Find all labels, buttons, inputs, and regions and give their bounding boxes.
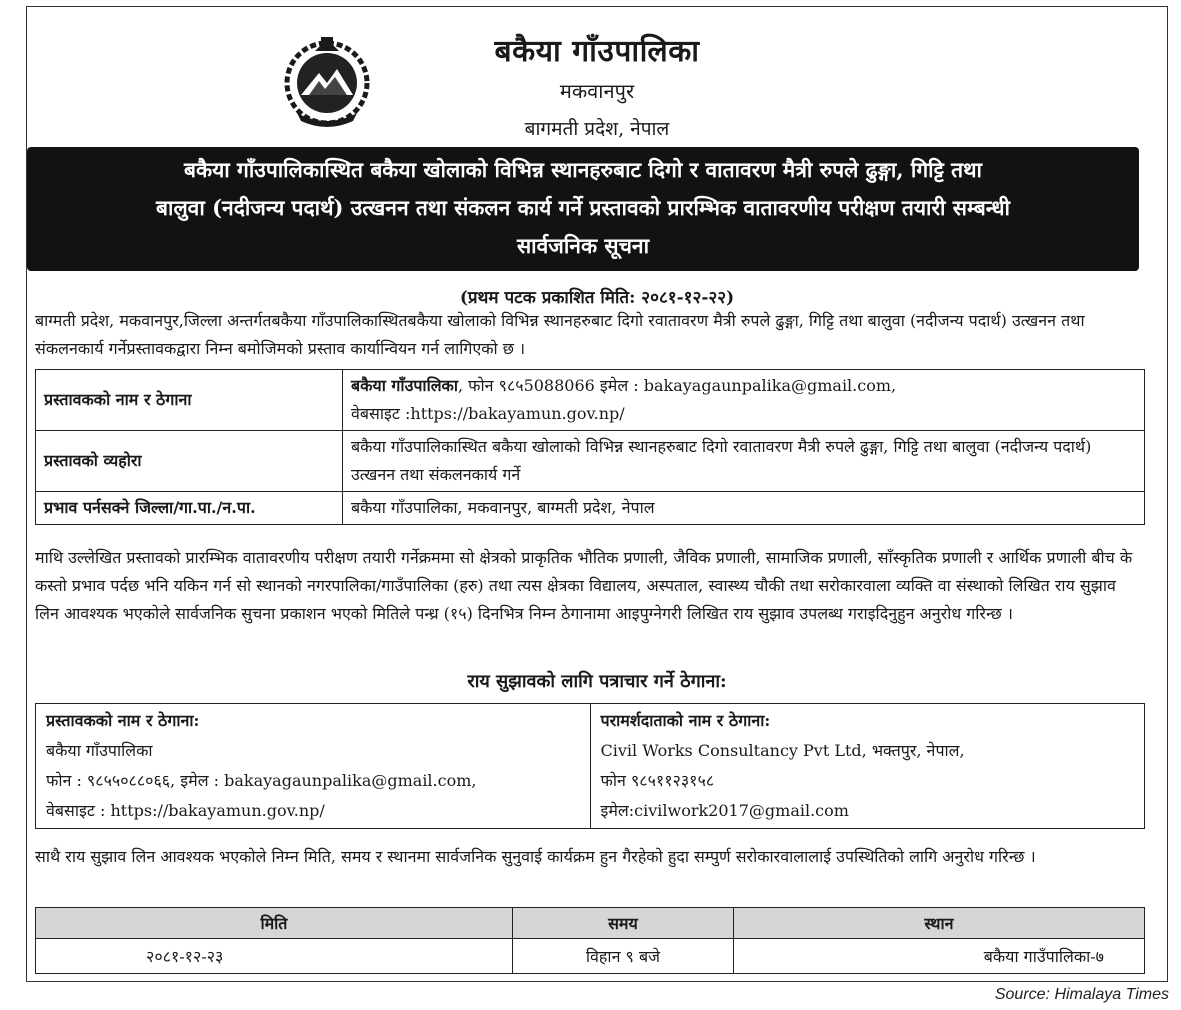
publication-date: (प्रथम पटक प्रकाशित मिति: २०८१-१२-२२) [459,288,735,308]
affected-area-label: प्रभाव पर्नसक्ने जिल्ला/गा.पा./न.पा. [36,492,343,525]
time-header: समय [512,908,733,939]
notice-banner [27,147,1139,271]
proposer-value [343,370,1145,431]
place-header: स्थान [733,908,1144,939]
hearing-paragraph: साथै राय सुझाव लिन आवश्यक भएकोले निम्न मिति, समय र स्थानमा सार्वजनिक सुनुवाई कार्यक्रम हुन गैरहेको हुदा सम्पुर्ण सरोकारवालालाई उपस्थितिको लागि अनुरोध गरिन्छ । [35,847,1036,866]
district-name: मकवानपुर [559,79,635,103]
proposer-contact-cell [36,704,591,829]
intro-paragraph: बाग्मती प्रदेश, मकवानपुर,जिल्ला अन्तर्गतबकैया गाँउपालिकास्थितबकैया खोलाको विभिन्न स्थानहरुबाट दिगो रवातावरण मैत्री रुपले ढुङ्गा, गिट्टि तथा बालुवा (नदीजन्य पदार्थ) उत्खनन तथा संकलनकार्य गर्नेप्रस्तावकद्वारा निम्न बमोजिमको प्रस्ताव कार्यान्वियन गर्न लागिएको छ । [35,311,1085,358]
proposer-website: वेबसाइट :https://bakayamun.gov.np/ [351,404,625,423]
municipality-title: बकैया गाँउपालिका [494,34,700,69]
proposer-contact: , फोन ९८५5088066 इमेल : bakayagaunpalika@gmail.com, [458,376,897,395]
body-paragraph: माथि उल्लेखित प्रस्तावको प्रारम्भिक वातावरणीय परीक्षण तयारी गर्नेक्रममा सो क्षेत्रको प्राकृतिक भौतिक प्रणाली, जैविक प्रणाली, सामाजिक प्रणाली, साँस्कृतिक प्रणाली र आर्थिक प्रणाली बीच के कस्तो प्रभाव पर्दछ भनि यकिन गर्न सो स्थानको नगरपालिका/गाउँपालिका (हरु) तथा त्यस क्षेत्रका विद्यालय, अस्पताल, स्वास्थ्य चौकी तथा सरोकारवाला व्यक्ति वा संस्थाको लिखित राय सुझाव लिन आवश्यक भएकोले सार्वजनिक सुचना प्रकाशन भएको मितिले पन्ध्र (१५) दिनभित्र निम्न ठेगानामा आइपुग्नेगरी लिखित राय सुझाव उपलब्ध गराइदिनुहुन अनुरोध गरिन्छ । [35,548,1133,623]
proposal-table [35,369,1145,525]
table-row [36,939,1145,974]
date-header: मिति [36,908,513,939]
banner-line-1: बकैया गाँउपालिकास्थित बकैया खोलाको विभिन्न स्थानहरुबाट दिगो र वातावरण मैत्री रुपले ढुङ्गा, गिट्टि तथा [184,157,982,182]
hearing-time: विहान ९ बजे [512,939,733,974]
table-row [36,492,1145,525]
table-row [36,370,1145,431]
contact-heading: राय सुझावको लागि पत्राचार गर्ने ठेगाना: [467,671,727,692]
consultant-contact-email: इमेल:civilwork2017@gmail.com [600,801,849,820]
proposer-label: प्रस्तावकको नाम र ठेगाना [36,370,343,431]
consultant-contact-name: Civil Works Consultancy Pvt Ltd, भक्तपुर, नेपाल, [600,741,965,760]
consultant-contact-cell [590,704,1145,829]
banner-line-3: सार्वजनिक सूचना [516,233,650,258]
table-row [36,704,1145,829]
consultant-contact-heading: परामर्शदाताको नाम र ठेगाना: [600,711,771,730]
table-header-row [36,908,1145,939]
banner-line-2: बालुवा (नदीजन्य पदार्थ) उत्खनन तथा संकलन कार्य गर्ने प्रस्तावको प्रारम्भिक वातावरणीय परीक्षण तयारी सम्बन्धी [156,195,1010,220]
source-credit: Source: Himalaya Times [994,986,1169,1003]
proposer-contact-name: बकैया गाँउपालिका [46,741,153,760]
proposer-name: बकैया गाँउपालिका [351,376,458,395]
notice-header [27,7,1167,147]
table-row [36,431,1145,492]
notice-page [26,6,1168,982]
proposal-subject-label: प्रस्तावको व्यहोरा [36,431,343,492]
proposal-subject-value: बकैया गाँउपालिकास्थित बकैया खोलाको विभिन्न स्थानहरुबाट दिगो रवातावरण मैत्री रुपले ढुङ्गा, गिट्टि तथा बालुवा (नदीजन्य पदार्थ) उत्खनन तथा संकलनकार्य गर्ने [343,431,1145,492]
province-name: बागमती प्रदेश, नेपाल [524,118,670,140]
affected-area-value: बकैया गाँउपालिका, मकवानपुर, बाग्मती प्रदेश, नेपाल [343,492,1145,525]
hearing-date: २०८१-१२-२३ [36,939,513,974]
proposer-contact-website: वेबसाइट : https://bakayamun.gov.np/ [46,801,325,820]
hearing-place: बकैया गाउँपालिका-७ [733,939,1144,974]
consultant-contact-phone: फोन ९८५११२३१५८ [600,771,715,790]
contact-table [35,703,1145,829]
proposer-contact-heading: प्रस्तावकको नाम र ठेगाना: [46,711,200,730]
hearing-table [35,907,1145,974]
proposer-contact-phone: फोन : ९८५५०८८०६६, इमेल : bakayagaunpalika@gmail.com, [46,771,477,790]
